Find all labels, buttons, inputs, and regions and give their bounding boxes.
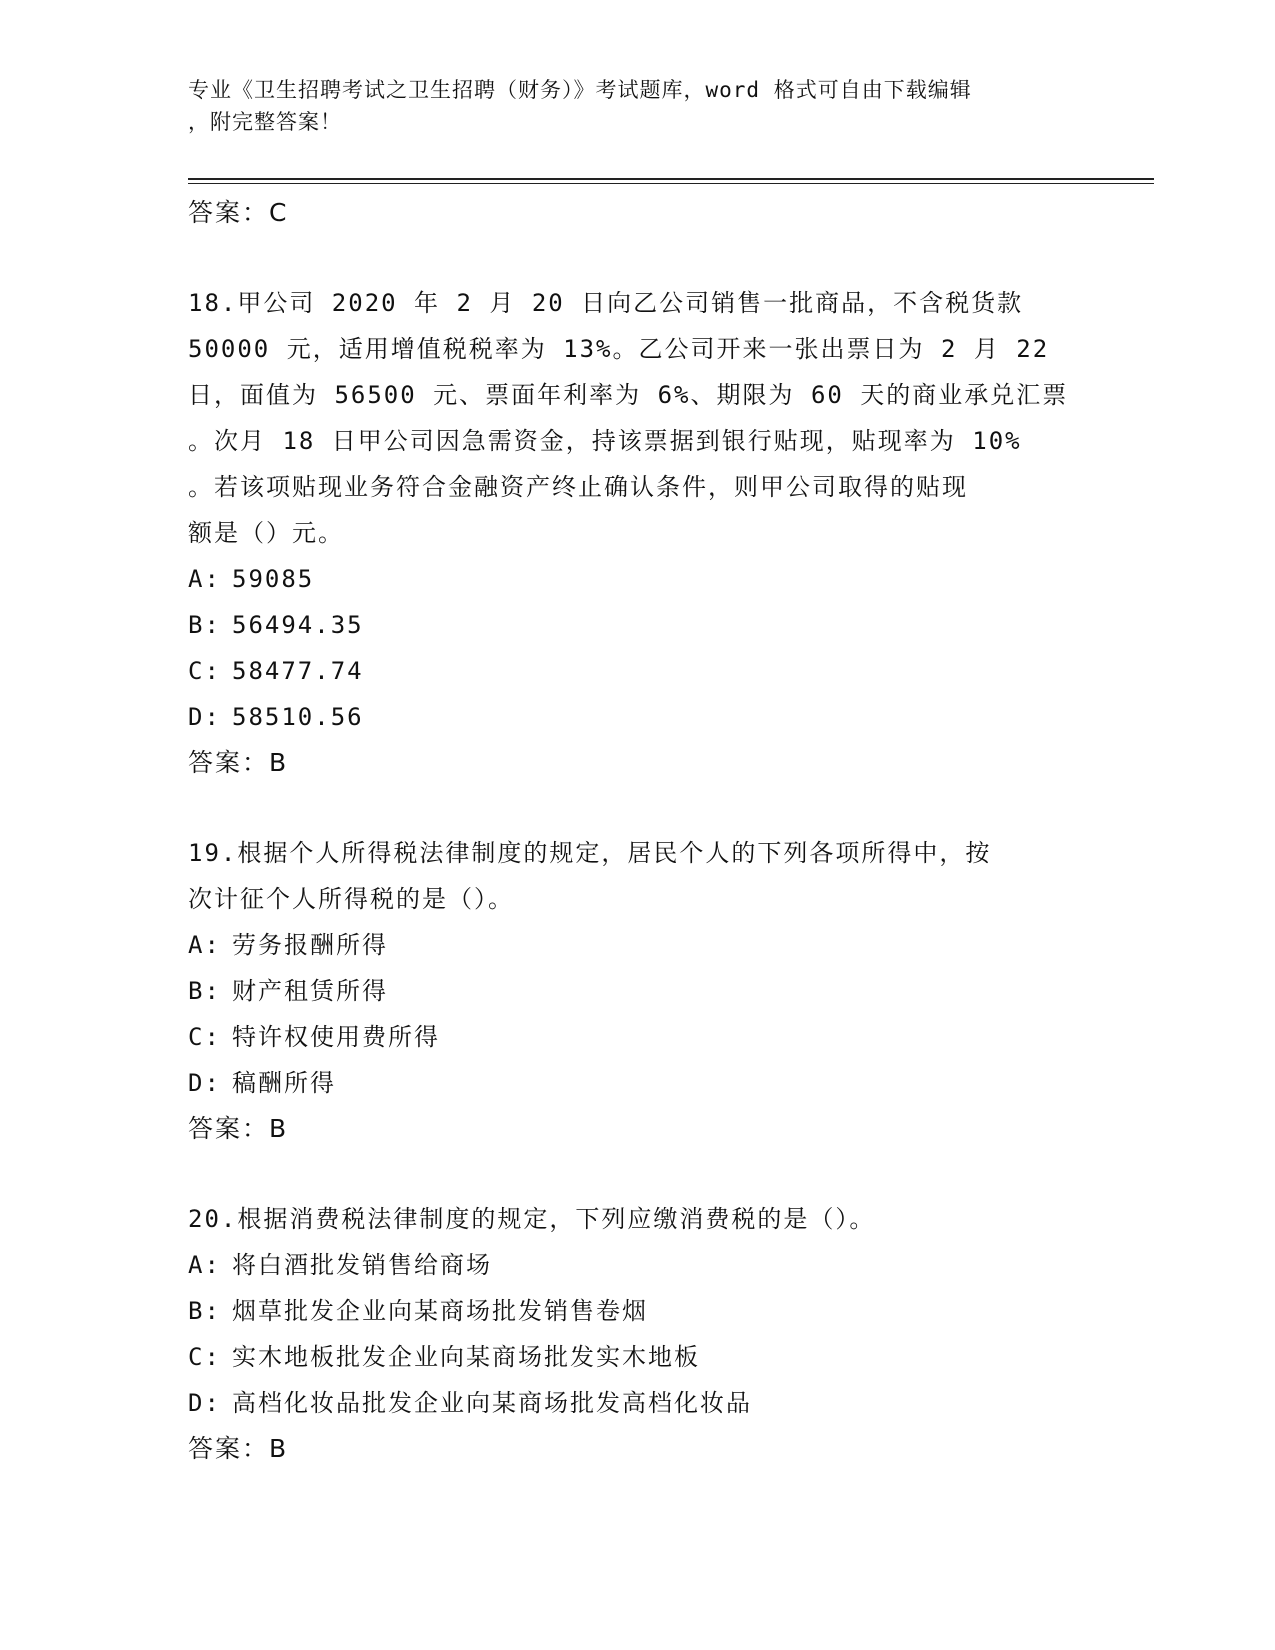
stem-line: 。若该项贴现业务符合金融资产终止确认条件，则甲公司取得的贴现 — [188, 473, 968, 501]
question-stem — [188, 830, 1088, 922]
option-d — [188, 1060, 1088, 1106]
option-text: 高档化妆品批发企业向某商场批发高档化妆品 — [232, 1389, 752, 1417]
option-label: A: — [188, 565, 221, 593]
option-label: C: — [188, 1023, 221, 1051]
option-b — [188, 1288, 1088, 1334]
option-label: D: — [188, 1069, 221, 1097]
stem-line: 额是（）元。 — [188, 519, 344, 547]
spacer — [188, 1152, 1088, 1196]
previous-answer: 答案：C — [188, 198, 289, 227]
option-c — [188, 1014, 1088, 1060]
option-a — [188, 1242, 1088, 1288]
option-c — [188, 648, 1088, 694]
header-rule-thin — [188, 183, 1154, 184]
header-line-1: 专业《卫生招聘考试之卫生招聘（财务）》考试题库，word 格式可自由下载编辑 — [188, 78, 972, 102]
stem-line: 次计征个人所得税的是（）。 — [188, 885, 514, 913]
stem-line: 50000 元，适用增值税税率为 13%。乙公司开来一张出票日为 2 月 22 — [188, 335, 1050, 363]
option-label: C: — [188, 657, 221, 685]
option-label: D: — [188, 703, 221, 731]
header-rule-thick — [188, 178, 1154, 180]
question-stem — [188, 280, 1088, 556]
option-d — [188, 1380, 1088, 1426]
option-text: 将白酒批发销售给商场 — [232, 1251, 492, 1279]
spacer — [188, 786, 1088, 830]
stem-line: 。次月 18 日甲公司因急需资金，持该票据到银行贴现，贴现率为 10% — [188, 427, 1022, 455]
answer-line: 答案：B — [188, 1434, 289, 1463]
option-text: 58510.56 — [232, 703, 364, 731]
option-text: 59085 — [232, 565, 315, 593]
option-text: 财产租赁所得 — [232, 977, 388, 1005]
answer-line: 答案：B — [188, 1114, 289, 1143]
header-line-2: ，附完整答案！ — [188, 110, 342, 134]
option-label: B: — [188, 1297, 221, 1325]
option-label: A: — [188, 931, 221, 959]
option-b — [188, 968, 1088, 1014]
answer-line: 答案：B — [188, 748, 289, 777]
spacer — [188, 236, 1088, 280]
option-a — [188, 922, 1088, 968]
document-header — [188, 74, 1088, 138]
option-label: B: — [188, 611, 221, 639]
option-text: 56494.35 — [232, 611, 364, 639]
option-label: A: — [188, 1251, 221, 1279]
option-d — [188, 694, 1088, 740]
question-18 — [188, 280, 1088, 786]
question-stem — [188, 1196, 1088, 1242]
stem-line: 19.根据个人所得税法律制度的规定，居民个人的下列各项所得中，按 — [188, 839, 992, 867]
option-text: 劳务报酬所得 — [232, 931, 388, 959]
option-text: 特许权使用费所得 — [232, 1023, 440, 1051]
option-c — [188, 1334, 1088, 1380]
option-text: 58477.74 — [232, 657, 364, 685]
option-label: C: — [188, 1343, 221, 1371]
stem-line: 18.甲公司 2020 年 2 月 20 日向乙公司销售一批商品，不含税货款 — [188, 289, 1024, 317]
stem-line: 20.根据消费税法律制度的规定，下列应缴消费税的是（）。 — [188, 1205, 876, 1233]
stem-line: 日，面值为 56500 元、票面年利率为 6%、期限为 60 天的商业承兑汇票 — [188, 381, 1069, 409]
question-list — [188, 190, 1088, 1472]
option-text: 实木地板批发企业向某商场批发实木地板 — [232, 1343, 700, 1371]
option-text: 稿酬所得 — [232, 1069, 336, 1097]
question-19 — [188, 830, 1088, 1152]
option-label: D: — [188, 1389, 221, 1417]
question-20 — [188, 1196, 1088, 1472]
option-a — [188, 556, 1088, 602]
option-label: B: — [188, 977, 221, 1005]
option-b — [188, 602, 1088, 648]
option-text: 烟草批发企业向某商场批发销售卷烟 — [232, 1297, 648, 1325]
